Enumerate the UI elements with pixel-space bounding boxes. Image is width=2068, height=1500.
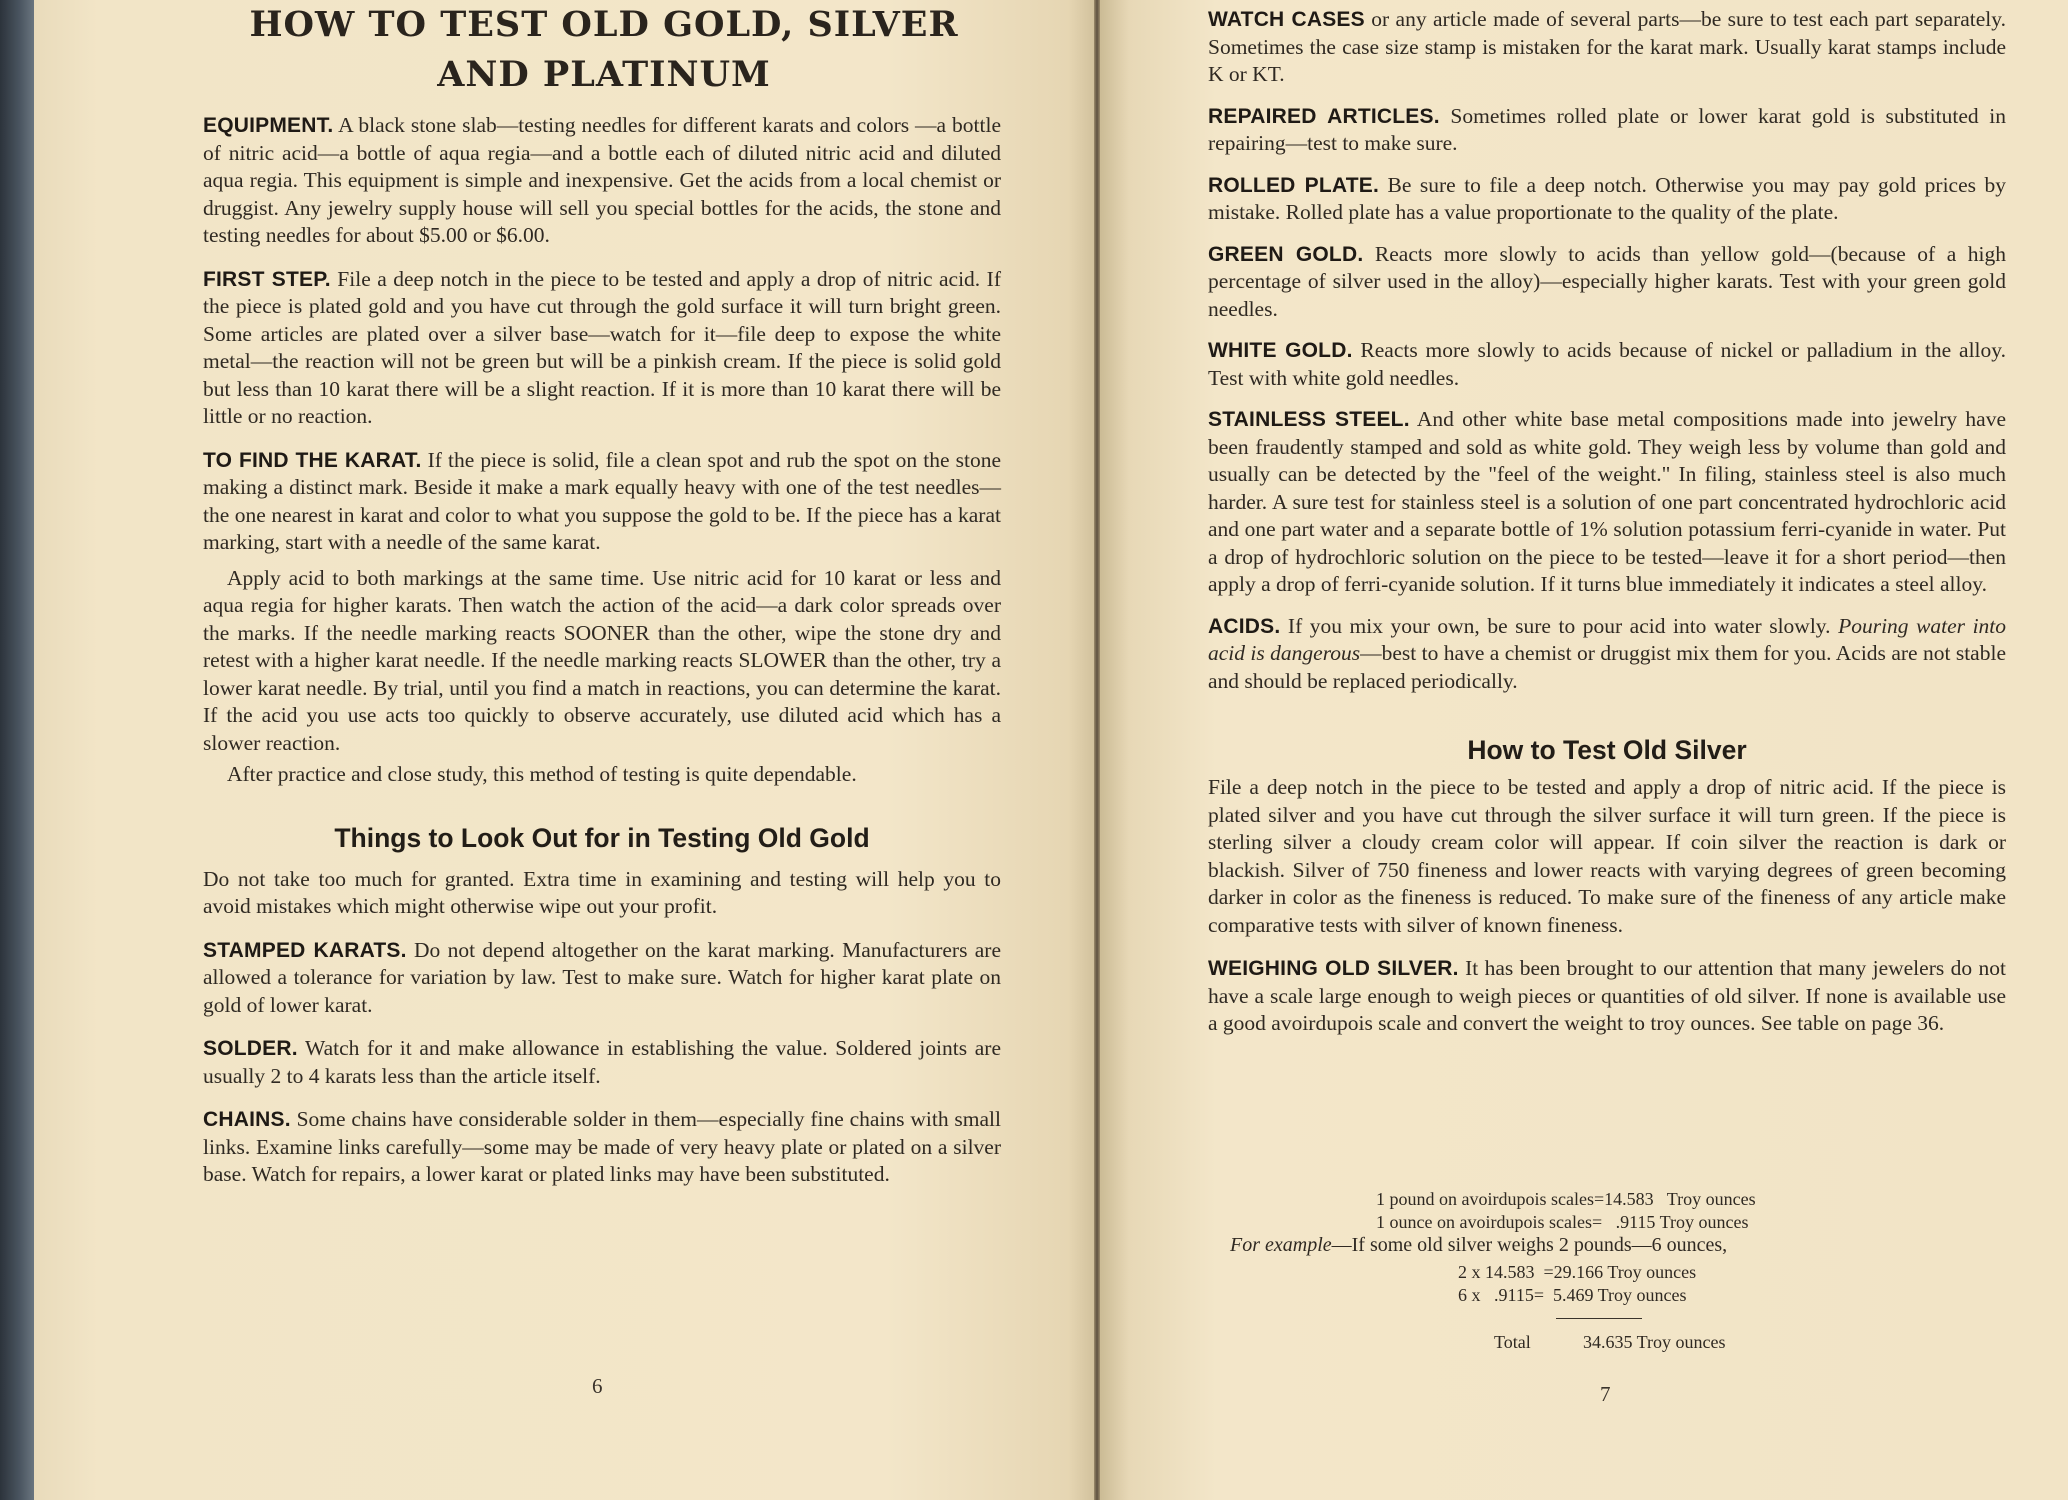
weighing-paragraph <box>1208 955 2006 1038</box>
watch-cases-lead: WATCH CASES <box>1208 8 1365 31</box>
silver-heading: How to Test Old Silver <box>1467 735 1747 765</box>
equipment-paragraph <box>203 112 1001 250</box>
things-heading: Things to Look Out for in Testing Old Gold <box>334 822 870 853</box>
conversion-line-1: 1 pound on avoirdupois scales=14.583 Troy ounces <box>1376 1189 1756 1209</box>
weighing-lead: WEIGHING OLD SILVER. <box>1208 957 1459 980</box>
conversion-example <box>1230 1234 1727 1257</box>
apply-acid-paragraph: Apply acid to both markings at the same time. Use nitric acid for 10 karat or less and aqua regia for higher karats. Then watch the action of the acid—a dark color spreads over the marks. If the needle marking reacts SOONER than the other, wipe the stone dry and retest with a higher karat needle. If the needle marking reacts SLOWER than the other, try a lower karat needle. By trial, until you find a match in reactions, you can determine the karat. If the acid you use acts too quickly to observe accurately, use diluted acid which has a slower reaction. <box>203 565 1001 755</box>
acids-lead: ACIDS. <box>1208 614 1281 638</box>
sum-rule <box>1556 1318 1642 1319</box>
left-column <box>203 112 1001 1189</box>
first-step-text: File a deep notch in the piece to be tested and apply a drop of nitric acid. If the piece is plated gold and you have cut through the gold surface it will turn bright green. Some articles are plated over a silver base—watch for it—file deep to expose the white metal—the reaction will not be green but will be a pinkish cream. If the piece is solid gold but less than 10 karat there will be a slight reaction. If it is more than 10 karat there will be little or no reaction. <box>203 266 1001 428</box>
green-gold-paragraph <box>1208 241 2006 324</box>
rolled-plate-paragraph <box>1208 172 2006 227</box>
book-cover-edge <box>0 0 36 1500</box>
conversion-line-2: 1 ounce on avoirdupois scales= .9115 Troy ounces <box>1376 1212 1749 1232</box>
white-gold-lead: WHITE GOLD. <box>1208 339 1353 362</box>
acids-paragraph <box>1208 613 2006 696</box>
example-label: For example <box>1230 1234 1332 1256</box>
title-line-1: HOW TO TEST OLD GOLD, SILVER <box>249 4 959 45</box>
repaired-lead: REPAIRED ARTICLES. <box>1208 104 1440 128</box>
page-number-left: 6 <box>592 1374 603 1398</box>
first-step-paragraph <box>203 266 1001 431</box>
rolled-plate-text: Be sure to file a deep notch. Otherwise you may pay gold prices by mistake. Rolled plate has a value proportionate to the quality of the plate. <box>1208 172 2007 224</box>
rolled-plate-lead: ROLLED PLATE. <box>1208 173 1379 197</box>
stamped-paragraph <box>203 937 1001 1020</box>
total-value: 34.635 Troy ounces <box>1583 1332 1726 1352</box>
equipment-text: A black stone slab—testing needles for different karats and colors —a bottle of nitric acid—a bottle of aqua regia—and a bottle each of diluted nitric acid and diluted aqua regia. This equipment is simple and inexpensive. Get the acids from a local chemist or druggist. Any jewelry supply house will sell you special bottles for the acids, the stone and testing needles for about $5.00 or $6.00. <box>203 113 1001 247</box>
stainless-paragraph <box>1208 406 2006 599</box>
calc-line-1: 2 x 14.583 =29.166 Troy ounces <box>1458 1262 1697 1282</box>
page-title <box>200 0 1008 100</box>
acids-italic-warning: Pouring water into acid is dangerous <box>1208 613 2007 665</box>
acids-text-after: —best to have a chemist or druggist mix them for you. Acids are not stable and should be replaced periodically. <box>1208 641 2006 693</box>
find-karat-text: If the piece is solid, file a clean spot and rub the spot on the stone making a distinct mark. Beside it make a mark equally heavy with one of the test needles—the one nearest in karat and color to what you suppose the gold to be. If the piece has a karat marking, start with a needle of the same karat. <box>203 447 1001 554</box>
solder-paragraph <box>203 1035 1001 1090</box>
find-karat-lead: TO FIND THE KARAT. <box>203 448 422 472</box>
things-intro-paragraph: Do not take too much for granted. Extra time in examining and testing will help you to avoid mistakes which might otherwise wipe out your profit. <box>203 866 1001 918</box>
first-step-lead: FIRST STEP. <box>203 267 331 291</box>
white-gold-text: Reacts more slowly to acids because of nickel or palladium in the alloy. Test with white gold needles. <box>1208 338 2006 390</box>
weighing-text: It has been brought to our attention that many jewelers do not have a scale large enough to weigh pieces or quantities of old silver. If none is available use a good avoirdupois scale and convert the weight to troy ounces. See table on page 36. <box>1208 956 2007 1035</box>
book-gutter <box>1094 0 1100 1500</box>
example-text: —If some old silver weighs 2 pounds—6 ounces, <box>1331 1234 1728 1256</box>
solder-text: Watch for it and make allowance in establishing the value. Soldered joints are usually 2 to 4 karats less than the article itself. <box>203 1036 1001 1088</box>
repaired-text: Sometimes rolled plate or lower karat gold is substituted in repairing—test to make sure. <box>1208 103 2007 155</box>
chains-text: Some chains have considerable solder in them—especially fine chains with small links. Examine links carefully—some may be made of very heavy plate or plated on a silver base. Watch for repairs, a lower karat or plated links may have been substituted. <box>203 1107 1002 1186</box>
white-gold-paragraph <box>1208 337 2006 392</box>
chains-lead: CHAINS. <box>203 1108 291 1131</box>
green-gold-lead: GREEN GOLD. <box>1208 242 1364 266</box>
stamped-text: Do not depend altogether on the karat marking. Manufacturers are allowed a tolerance for variation by law. Test to make sure. Watch for higher karat plate on gold of lower karat. <box>203 937 1002 1017</box>
chains-paragraph <box>203 1106 1001 1189</box>
title-line-2: AND PLATINUM <box>437 54 771 95</box>
right-column <box>1208 6 2006 1038</box>
after-practice-paragraph: After practice and close study, this method of testing is quite dependable. <box>227 762 857 786</box>
stamped-lead: STAMPED KARATS. <box>203 938 407 962</box>
stainless-lead: STAINLESS STEEL. <box>1208 408 1410 431</box>
acids-text-before: If you mix your own, be sure to pour acid into water slowly. <box>1287 613 1831 638</box>
green-gold-text: Reacts more slowly to acids than yellow gold—(because of a high percentage of silver used in the alloy)—especially higher karats. Test with your green gold needles. <box>1208 241 2007 321</box>
equipment-lead: EQUIPMENT. <box>203 114 334 137</box>
find-karat-paragraph <box>203 447 1001 557</box>
calc-line-2: 6 x .9115= 5.469 Troy ounces <box>1458 1285 1687 1305</box>
repaired-paragraph <box>1208 103 2006 158</box>
watch-cases-text: or any article made of several parts—be sure to test each part separately. Sometimes the case size stamp is mistaken for the karat mark. Usually karat stamps include K or KT. <box>1208 7 2006 86</box>
watch-cases-paragraph <box>1208 6 2006 89</box>
silver-paragraph: File a deep notch in the piece to be tested and apply a drop of nitric acid. If the piece is plated silver and you have cut through the silver surface it will turn green. If the piece is sterling silver a cloudy cream color will appear. If coin silver the reaction is dark or blackish. Silver of 750 fineness and lower reacts with varying degrees of green becoming darker in color as the fineness is reduced. To make sure of the fineness of any article make comparative tests with silver of known fineness. <box>1208 775 2006 937</box>
stainless-text: And other white base metal compositions made into jewelry have been fraudently stamped and sold as white gold. They weigh less by volume than gold and usually can be detected by the "feel of the weight." In filing, stainless steel is also much harder. A sure test for stainless steel is a solution of one part concentrated hydrochloric acid and one part water and a separate bottle of 1% solution potassium ferri-cyanide in water. Put a drop of hydrochloric solution on the piece to be tested—leave it for a short period—then apply a drop of ferri-cyanide solution. If it turns blue immediately it indicates a steel alloy. <box>1208 407 2006 596</box>
page-number-right: 7 <box>1600 1382 1611 1406</box>
solder-lead: SOLDER. <box>203 1037 298 1060</box>
total-label: Total <box>1494 1332 1531 1352</box>
